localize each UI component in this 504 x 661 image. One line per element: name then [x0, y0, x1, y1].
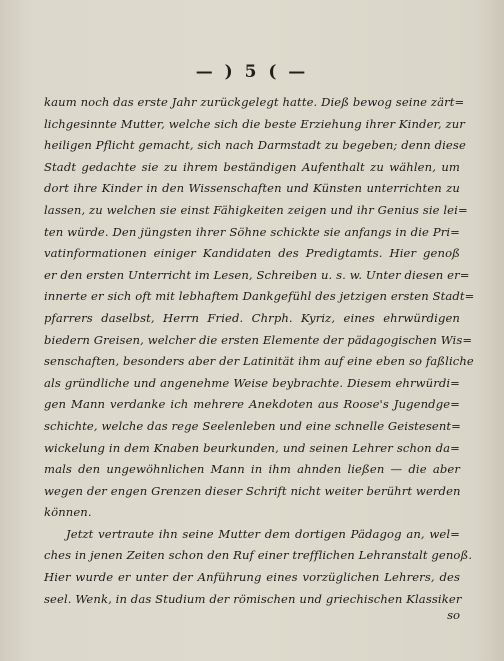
text-line: Stadt gedachte sie zu ihrem beständigen Aufenthalt zu wählen, um	[44, 159, 460, 174]
text-line: seel. Wenk, in das Studium der römischen und griechischen Klassiker	[44, 591, 462, 606]
text-line: wickelung in dem Knaben beurkunden, und seinen Lehrer schon da=	[44, 440, 460, 455]
text-line: senschaften, besonders aber der Latinität ihm auf eine eben so faßliche	[44, 354, 474, 369]
text-line: Jetzt vertraute ihn seine Mutter dem dortigen Pädagog an, wel=	[66, 526, 460, 541]
text-line: lassen, zu welchen sie einst Fähigkeiten zeigen und ihr Genius sie lei=	[44, 202, 468, 217]
text-line: Hier wurde er unter der Anführung eines vorzüglichen Lehrers, des	[44, 570, 460, 585]
paragraph-2	[44, 524, 473, 610]
text-line: gen Mann verdanke ich mehrere Anekdoten aus Roose's Jugendge=	[44, 397, 460, 412]
text-line: pfarrers daselbst, Herrn Fried. Chrph. Kyriz, eines ehrwürdigen	[44, 310, 460, 325]
text-line: heiligen Pflicht gemacht, sich nach Darmstadt zu begeben; denn diese	[44, 138, 466, 153]
catchword: so	[447, 608, 460, 622]
text-line: als gründliche und angenehme Weise beybrachte. Diesem ehrwürdi=	[44, 375, 460, 390]
text-line: er den ersten Unterricht im Lesen, Schreiben u. s. w. Unter diesen er=	[44, 267, 470, 282]
text-line: vatinformationen einiger Kandidaten des Predigtamts. Hier genoß	[44, 246, 460, 261]
text-line: ches in jenen Zeiten schon den Ruf einer trefflichen Lehranstalt genoß.	[44, 548, 473, 563]
text-line: ten würde. Den jüngsten ihrer Söhne schickte sie anfangs in die Pri=	[44, 224, 460, 239]
text-line: mals den ungewöhnlichen Mann in ihm ahnden ließen — die aber	[44, 462, 460, 477]
text-line: biedern Greisen, welcher die ersten Elemente der pädagogischen Wis=	[44, 332, 473, 347]
paragraph-1	[44, 92, 475, 524]
text-line: dort ihre Kinder in den Wissenschaften und Künsten unterrichten zu	[44, 181, 460, 196]
text-line: lichgesinnte Mutter, welche sich die beste Erziehung ihrer Kinder, zur	[44, 116, 465, 131]
text-line: schichte, welche das rege Seelenleben und eine schnelle Geistesent=	[44, 418, 461, 433]
body-text	[44, 92, 475, 610]
text-line: innerte er sich oft mit lebhaftem Dankgefühl des jetzigen ersten Stadt=	[44, 289, 475, 304]
text-line: wegen der engen Grenzen dieser Schrift nicht weiter berührt werden	[44, 483, 461, 498]
page-number: — ) 5 ( —	[195, 62, 309, 82]
text-line: können.	[44, 505, 92, 520]
text-line: kaum noch das erste Jahr zurückgelegt hatte. Dieß bewog seine zärt=	[44, 95, 465, 109]
